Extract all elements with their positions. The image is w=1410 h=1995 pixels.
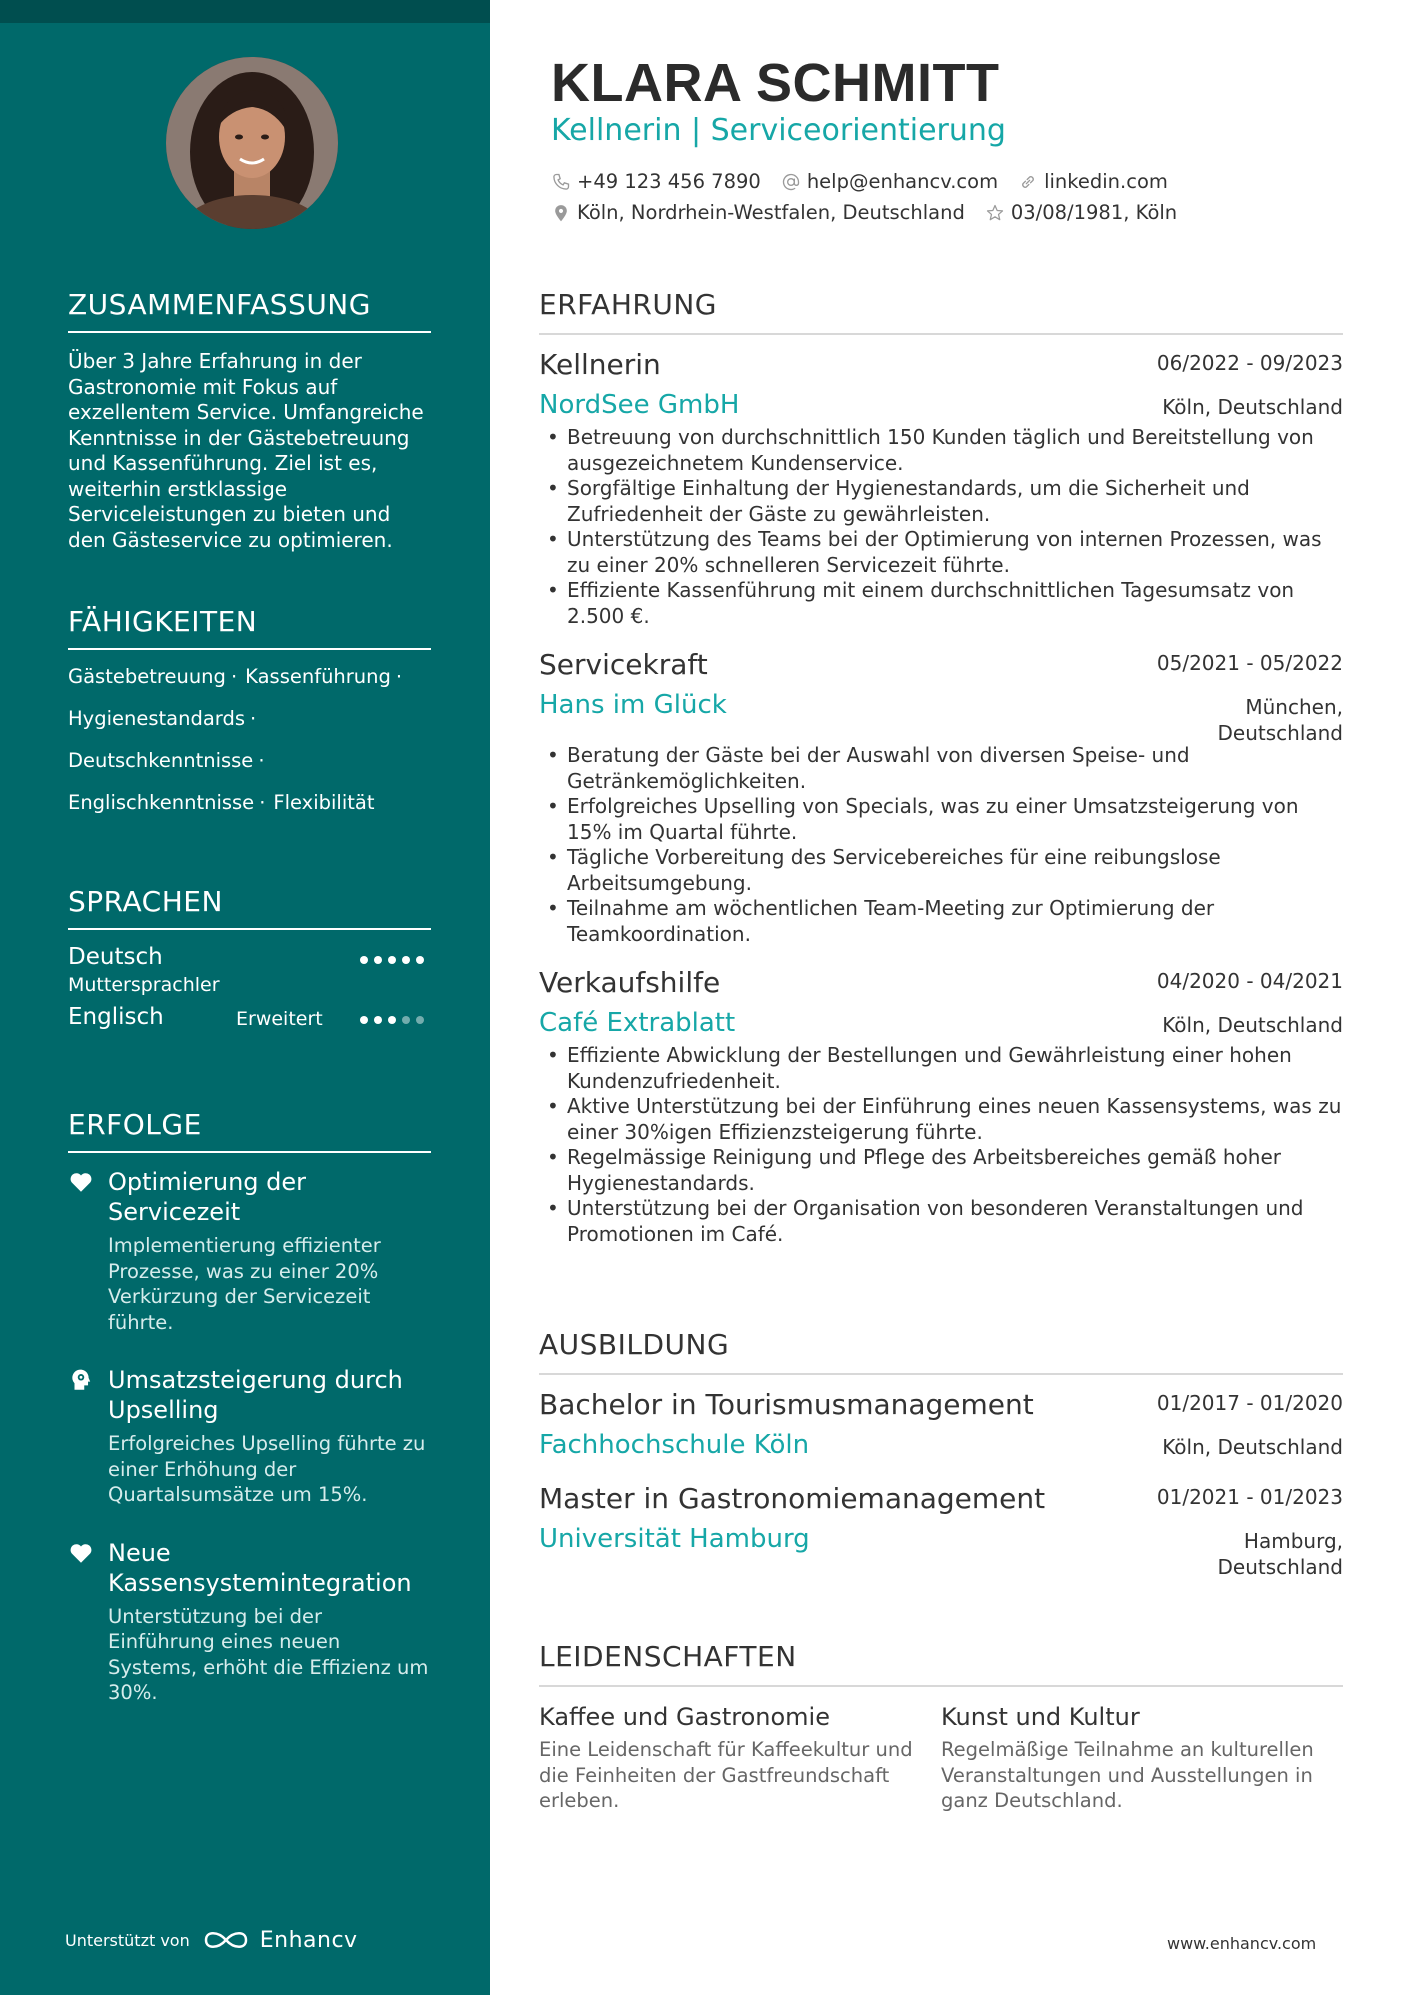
- summary-text: Über 3 Jahre Erfahrung in der Gastronomie mit Fokus auf exzellentem Service. Umfangreiche Kenntnisse in der Gästebetreuung und Kassenführung. Ziel ist es, weiterhin erstklassige Serviceleistungen zu bieten und den Gästeservice zu optimieren.: [68, 349, 424, 552]
- job-location: Köln, Deutschland: [1162, 395, 1343, 419]
- at-icon: [781, 172, 801, 192]
- job-company: NordSee GmbH: [539, 390, 740, 420]
- passion-desc: Regelmäßige Teilnahme an kulturellen Veranstaltungen und Ausstellungen in ganz Deutschland.: [941, 1738, 1314, 1812]
- language-rating: [360, 956, 430, 964]
- experience-title: ERFAHRUNG: [539, 288, 1343, 335]
- enhancv-logo-icon: [202, 1927, 250, 1953]
- passions-list: [539, 1701, 1343, 1814]
- skills-section: [68, 605, 431, 824]
- location-pin-icon: [551, 203, 571, 223]
- powered-by: [65, 1927, 358, 1953]
- skill-tag: Deutschkenntnisse ·: [68, 749, 265, 772]
- job-bullet: • Effiziente Abwicklung der Bestellungen und Gewährleistung einer hohen Kundenzufriedenheit.: [539, 1043, 1343, 1094]
- job-entry: [539, 965, 1343, 1247]
- passion-item: [941, 1701, 1343, 1814]
- passion-desc: Eine Leidenschaft für Kaffeekultur und die Feinheiten der Gastfreundschaft erleben.: [539, 1738, 913, 1812]
- contact-row-2: [551, 201, 1197, 224]
- passions-title: LEIDENSCHAFTEN: [539, 1640, 1343, 1687]
- education-dates: 01/2017 - 01/2020: [1156, 1391, 1343, 1415]
- passion-title: Kunst und Kultur: [941, 1703, 1140, 1731]
- job-bullet: • Regelmässige Reinigung und Pflege des Arbeitsbereiches gemäß hoher Hygienestandards.: [539, 1145, 1343, 1196]
- passions-section: [539, 1640, 1343, 1814]
- education-location: Hamburg, Deutschland: [1217, 1529, 1343, 1579]
- achievements-section: [68, 1108, 431, 1736]
- contact-birth: 03/08/1981, Köln: [985, 201, 1177, 224]
- link-icon: [1018, 172, 1038, 192]
- sidebar-top-bar: [0, 0, 490, 23]
- achievement-item: [68, 1365, 431, 1508]
- language-name: Deutsch: [68, 944, 163, 970]
- achievement-title: Neue Kassensystemintegration: [108, 1538, 412, 1597]
- job-bullet: • Beratung der Gäste bei der Auswahl von diversen Speise- und Getränkemöglichkeiten.: [539, 743, 1343, 794]
- job-company: Hans im Glück: [539, 690, 727, 720]
- job-title: Kellnerin: [539, 348, 661, 381]
- language-item: [68, 944, 431, 1004]
- star-icon: [985, 203, 1005, 223]
- education-dates: 01/2021 - 01/2023: [1156, 1485, 1343, 1509]
- job-bullet: • Unterstützung des Teams bei der Optimierung von internen Prozessen, was zu einer 20% schnelleren Servicezeit führte.: [539, 527, 1343, 578]
- achievement-title: Optimierung der Servicezeit: [108, 1168, 307, 1226]
- job-bullet: • Teilnahme am wöchentlichen Team-Meeting zur Optimierung der Teamkoordination.: [539, 896, 1343, 947]
- job-entry: [539, 347, 1343, 629]
- degree-title: Master in Gastronomiemanagement: [539, 1482, 1046, 1515]
- skills-list: [68, 656, 431, 824]
- school-name: Fachhochschule Köln: [539, 1430, 810, 1460]
- skill-tag: Englischkenntnisse ·: [68, 791, 266, 814]
- education-location: Köln, Deutschland: [1162, 1435, 1343, 1459]
- languages-section: [68, 885, 431, 1050]
- rating-dot-filled: [402, 956, 410, 964]
- skill-tag: Kassenführung ·: [245, 665, 403, 688]
- skill-tag: Hygienestandards ·: [68, 707, 257, 730]
- education-section: [539, 1328, 1343, 1579]
- rating-dot-filled: [374, 1016, 382, 1024]
- education-entry: [539, 1387, 1343, 1461]
- language-item: [68, 1004, 431, 1050]
- language-rating: [360, 1016, 430, 1024]
- rating-dot-filled: [416, 956, 424, 964]
- sidebar: [0, 0, 490, 1995]
- achievement-desc: Erfolgreiches Upselling führte zu einer Erhöhung der Quartalsumsätze um 15%.: [108, 1432, 426, 1506]
- contact-row-1: [551, 170, 1188, 193]
- job-bullet: • Erfolgreiches Upselling von Specials, was zu einer Umsatzsteigerung von 15% im Quartal führte.: [539, 794, 1343, 845]
- powered-by-brand: Enhancv: [259, 1927, 358, 1953]
- job-dates: 06/2022 - 09/2023: [1156, 351, 1343, 375]
- languages-title: SPRACHEN: [68, 885, 431, 930]
- achievements-title: ERFOLGE: [68, 1108, 431, 1153]
- degree-title: Bachelor in Tourismusmanagement: [539, 1388, 1034, 1421]
- contact-phone: +49 123 456 7890: [551, 170, 761, 193]
- profile-photo: [166, 57, 338, 229]
- rating-dot-filled: [360, 1016, 368, 1024]
- phone-icon: [551, 172, 571, 192]
- job-bullet: • Aktive Unterstützung bei der Einführung eines neuen Kassensystems, was zu einer 30%igen Effizienzsteigerung führte.: [539, 1094, 1343, 1145]
- achievement-item: [68, 1167, 431, 1335]
- school-name: Universität Hamburg: [539, 1524, 810, 1554]
- job-entry: [539, 647, 1343, 947]
- achievement-title: Umsatzsteigerung durch Upselling: [108, 1366, 403, 1424]
- education-title: AUSBILDUNG: [539, 1328, 1343, 1375]
- education-entry: [539, 1481, 1343, 1579]
- achievement-item: [68, 1538, 431, 1706]
- rating-dot-filled: [388, 1016, 396, 1024]
- contact-linkedin[interactable]: linkedin.com: [1018, 170, 1168, 193]
- passion-item: [539, 1701, 941, 1814]
- job-bullets: [539, 425, 1343, 629]
- achievement-desc: Implementierung effizienter Prozesse, was zu einer 20% Verkürzung der Servicezeit führte.: [108, 1234, 381, 1334]
- job-bullet: • Tägliche Vorbereitung des Servicebereiches für eine reibungslose Arbeitsumgebung.: [539, 845, 1343, 896]
- achievement-desc: Unterstützung bei der Einführung eines neuen Systems, erhöht die Effizienz um 30%.: [108, 1604, 429, 1704]
- contact-location: Köln, Nordrhein-Westfalen, Deutschland: [551, 201, 965, 224]
- job-title: Verkaufshilfe: [539, 966, 721, 999]
- rating-dot-empty: [402, 1016, 410, 1024]
- job-location: München, Deutschland: [1217, 695, 1343, 745]
- powered-by-label: Unterstützt von: [65, 1930, 190, 1950]
- language-level: Erweitert: [236, 1008, 323, 1030]
- passion-title: Kaffee und Gastronomie: [539, 1703, 830, 1731]
- profile-photo-image: [166, 57, 338, 229]
- rating-dot-filled: [388, 956, 396, 964]
- job-title: Servicekraft: [539, 648, 708, 681]
- job-bullets: [539, 743, 1343, 947]
- job-dates: 04/2020 - 04/2021: [1156, 969, 1343, 993]
- summary-title: ZUSAMMENFASSUNG: [68, 288, 431, 333]
- candidate-name: KLARA SCHMITT: [551, 53, 1000, 113]
- contact-email[interactable]: help@enhancv.com: [781, 170, 998, 193]
- heart-icon: [68, 1169, 94, 1195]
- job-company: Café Extrablatt: [539, 1008, 736, 1038]
- summary-section: [68, 288, 431, 553]
- candidate-headline: Kellnerin | Serviceorientierung: [551, 113, 1006, 148]
- head-gear-icon: [68, 1367, 94, 1393]
- language-name: Englisch: [68, 1004, 164, 1030]
- job-bullet: • Betreuung von durchschnittlich 150 Kunden täglich und Bereitstellung von ausgezeichnetem Kundenservice.: [539, 425, 1343, 476]
- job-dates: 05/2021 - 05/2022: [1156, 651, 1343, 675]
- job-bullet: • Unterstützung bei der Organisation von besonderen Veranstaltungen und Promotionen im Café.: [539, 1196, 1343, 1247]
- language-level: Muttersprachler: [68, 974, 220, 996]
- skill-tag: Flexibilität: [273, 791, 375, 814]
- job-bullet: • Sorgfältige Einhaltung der Hygienestandards, um die Sicherheit und Zufriedenheit der Gäste zu gewährleisten.: [539, 476, 1343, 527]
- rating-dot-filled: [360, 956, 368, 964]
- experience-section: [539, 288, 1343, 1247]
- footer-url[interactable]: www.enhancv.com: [1167, 1934, 1317, 1953]
- rating-dot-empty: [416, 1016, 424, 1024]
- rating-dot-filled: [374, 956, 382, 964]
- job-bullets: [539, 1043, 1343, 1247]
- job-location: Köln, Deutschland: [1162, 1013, 1343, 1037]
- heart-icon: [68, 1540, 94, 1566]
- skill-tag: Gästebetreuung ·: [68, 665, 238, 688]
- skills-title: FÄHIGKEITEN: [68, 605, 431, 650]
- job-bullet: • Effiziente Kassenführung mit einem durchschnittlichen Tagesumsatz von 2.500 €.: [539, 578, 1343, 629]
